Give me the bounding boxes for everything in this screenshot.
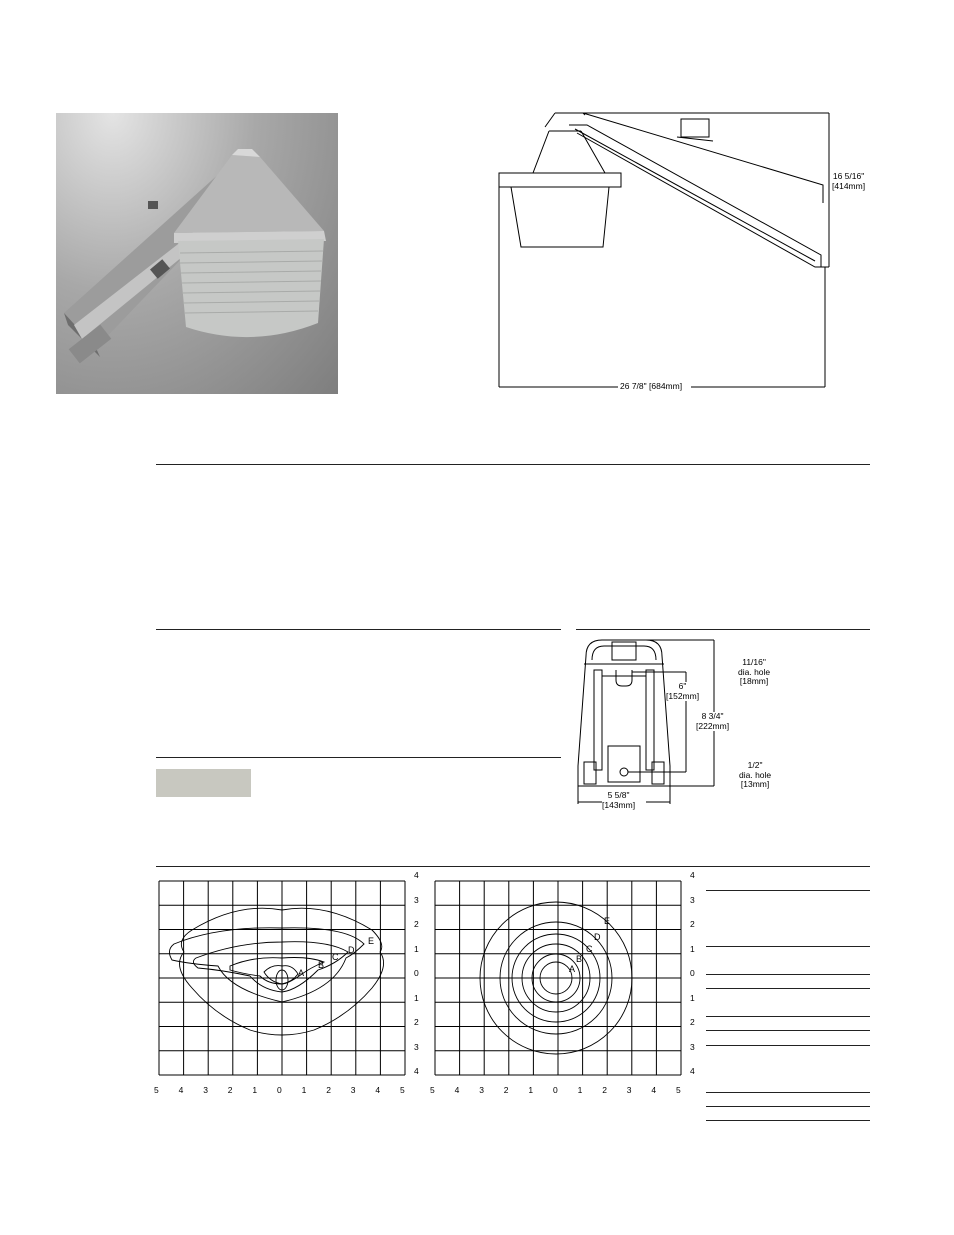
y-tick-label: 1 xyxy=(690,943,695,954)
spacing-in: 6" xyxy=(678,681,687,691)
contour-label-c: C xyxy=(586,944,593,954)
x-tick-label: 3 xyxy=(203,1085,208,1095)
top-hole-callout xyxy=(738,658,770,687)
contour-label-b: B xyxy=(318,960,325,970)
x-tick-label: 2 xyxy=(227,1085,233,1095)
top-hole-in: 11/16" xyxy=(742,657,766,667)
table-rule xyxy=(706,1030,870,1031)
width-dimension: 26 7/8" [684mm] xyxy=(620,381,683,391)
x-tick-label: 2 xyxy=(326,1085,331,1095)
x-tick-label: 1 xyxy=(528,1085,534,1095)
x-tick-label: 3 xyxy=(350,1085,356,1095)
section-divider xyxy=(156,464,870,465)
contour-label-a: A xyxy=(298,968,305,978)
table-rule xyxy=(706,1106,870,1107)
contour-label-a: A xyxy=(569,964,576,974)
x-tick-label: 0 xyxy=(277,1085,282,1095)
x-tick-label: 5 xyxy=(154,1085,159,1095)
side-elevation-drawing xyxy=(495,105,885,395)
bracket-width-in: 5 5/8" xyxy=(607,790,630,800)
x-tick-label: 5 xyxy=(430,1085,435,1095)
section-divider xyxy=(156,866,870,867)
x-tick-label: 3 xyxy=(626,1085,632,1095)
x-tick-label: 5 xyxy=(400,1085,405,1095)
bracket-height-mm: [222mm] xyxy=(696,720,730,731)
top-hole-text: dia. hole xyxy=(738,666,771,677)
y-tick-label: 1 xyxy=(414,992,419,1003)
bracket-height-callout xyxy=(696,712,729,731)
isofootcandle-chart-right xyxy=(434,880,682,1076)
bracket-height-in: 8 3/4" xyxy=(701,711,724,721)
bottom-hole-text: dia. hole xyxy=(739,769,772,780)
bracket-width-callout xyxy=(602,791,635,810)
x-tick-label: 5 xyxy=(676,1085,681,1095)
x-tick-label: 0 xyxy=(553,1085,558,1095)
height-mm: [414mm] xyxy=(832,180,866,191)
table-rule xyxy=(706,1016,870,1017)
x-tick-label: 1 xyxy=(252,1085,258,1095)
x-tick-label: 4 xyxy=(454,1085,460,1095)
table-rule xyxy=(706,974,870,975)
table-rule xyxy=(706,1045,870,1046)
y-tick-label: 1 xyxy=(690,992,695,1003)
section-divider xyxy=(156,629,561,630)
top-hole-mm: [18mm] xyxy=(739,676,769,686)
table-rule xyxy=(706,1120,870,1121)
isofootcandle-chart-left xyxy=(158,880,406,1076)
y-tick-label: 2 xyxy=(414,919,419,929)
x-tick-label: 4 xyxy=(651,1085,657,1095)
x-tick-label: 2 xyxy=(602,1085,607,1095)
y-tick-label: 2 xyxy=(690,1017,695,1027)
x-tick-label: 3 xyxy=(479,1085,484,1095)
y-tick-label: 3 xyxy=(690,1041,695,1052)
bottom-hole-mm: [13mm] xyxy=(740,779,770,789)
y-tick-label: 4 xyxy=(690,1066,695,1076)
height-inches: 16 5/16" xyxy=(832,171,865,181)
x-tick-label: 4 xyxy=(375,1085,381,1095)
y-tick-label: 4 xyxy=(690,870,695,880)
bottom-hole-callout xyxy=(739,761,771,790)
contour-label-d: D xyxy=(594,932,601,942)
height-dimension xyxy=(830,171,867,192)
contour-label-b: B xyxy=(576,954,583,964)
contour-label-c: C xyxy=(332,952,339,962)
y-tick-label: 1 xyxy=(414,943,419,954)
x-tick-label: 1 xyxy=(301,1085,307,1095)
spacing-mm: [152mm] xyxy=(666,690,700,701)
table-rule xyxy=(706,988,870,989)
x-tick-label: 4 xyxy=(178,1085,184,1095)
y-tick-label: 3 xyxy=(414,1041,419,1052)
y-tick-label: 2 xyxy=(690,919,695,929)
y-tick-label: 2 xyxy=(414,1017,419,1027)
product-photo xyxy=(56,113,338,394)
contour-label-e: E xyxy=(604,916,611,926)
hole-spacing-callout xyxy=(666,682,699,701)
section-divider xyxy=(156,757,561,758)
highlight-box xyxy=(156,769,251,797)
y-tick-label: 0 xyxy=(414,968,419,978)
y-tick-label: 4 xyxy=(414,870,419,880)
y-tick-label: 4 xyxy=(414,1066,419,1076)
y-tick-label: 0 xyxy=(690,968,695,978)
contour-label-d: D xyxy=(348,945,355,955)
table-rule xyxy=(706,1092,870,1093)
y-tick-label: 3 xyxy=(414,894,419,905)
y-tick-label: 3 xyxy=(690,894,695,905)
x-tick-label: 2 xyxy=(503,1085,509,1095)
floodlight-photo-illustration xyxy=(56,113,338,394)
x-tick-label: 1 xyxy=(577,1085,583,1095)
bracket-width-mm: [143mm] xyxy=(602,799,636,810)
table-rule xyxy=(706,890,870,891)
bottom-hole-in: 1/2" xyxy=(747,760,763,770)
table-rule xyxy=(706,946,870,947)
contour-label-e: E xyxy=(368,936,375,946)
section-divider xyxy=(576,629,870,630)
